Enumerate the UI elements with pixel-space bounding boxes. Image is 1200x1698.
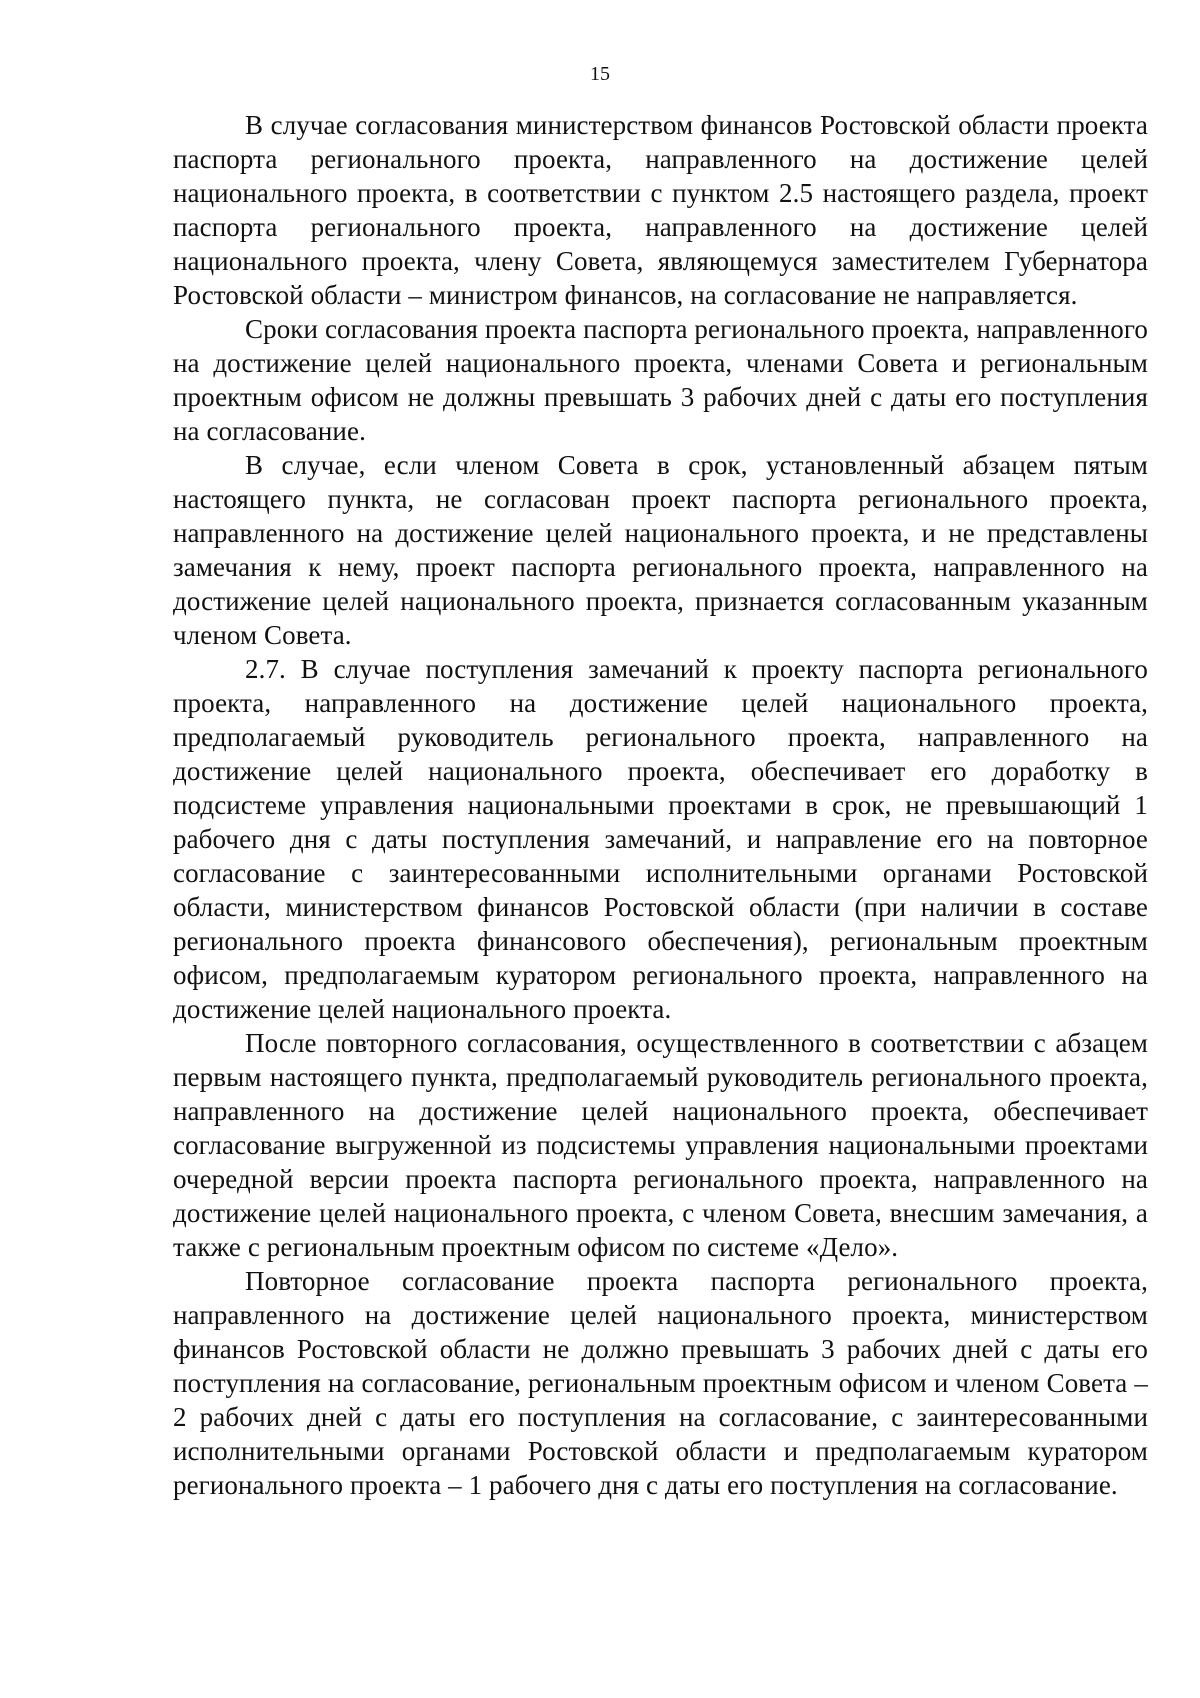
document-body (173, 108, 1148, 1502)
paragraph: В случае, если членом Совета в срок, установленный абзацем пятым настоящего пункта, не согласован проект паспорта регионального проекта, направленного на достижение целей национального проекта, и не представлены замечания к нему, проект паспорта регионального проекта, направленного на достижение целей национального проекта, признается согласованным указанным членом Совета. (173, 450, 1148, 650)
paragraph: Повторное согласование проекта паспорта регионального проекта, направленного на достижение целей национального проекта, министерством финансов Ростовской области не должно превышать 3 рабочих дней с даты его поступления на согласование, региональным проектным офисом и членом Совета – 2 рабочих дней с даты его поступления на согласование, с заинтересованными исполнительными органами Ростовской области и предполагаемым куратором регионального проекта – 1 рабочего дня с даты его поступления на согласование. (173, 1266, 1148, 1500)
paragraph: В случае согласования министерством финансов Ростовской области проекта паспорта регионального проекта, направленного на достижение целей национального проекта, в соответствии с пунктом 2.5 настоящего раздела, проект паспорта регионального проекта, направленного на достижение целей национального проекта, члену Совета, являющемуся заместителем Губернатора Ростовской области – министром финансов, на согласование не направляется. (173, 110, 1148, 310)
paragraph: 2.7. В случае поступления замечаний к проекту паспорта регионального проекта, направленного на достижение целей национального проекта, предполагаемый руководитель регионального проекта, направленного на достижение целей национального проекта, обеспечивает его доработку в подсистеме управления национальными проектами в срок, не превышающий 1 рабочего дня с даты поступления замечаний, и направление его на повторное согласование с заинтересованными исполнительными органами Ростовской области, министерством финансов Ростовской области (при наличии в составе регионального проекта финансового обеспечения), региональным проектным офисом, предполагаемым куратором регионального проекта, направленного на достижение целей национального проекта. (173, 654, 1148, 1024)
paragraph: После повторного согласования, осуществленного в соответствии с абзацем первым настоящего пункта, предполагаемый руководитель регионального проекта, направленного на достижение целей национального проекта, обеспечивает согласование выгруженной из подсистемы управления национальными проектами очередной версии проекта паспорта регионального проекта, направленного на достижение целей национального проекта, с членом Совета, внесшим замечания, а также с региональным проектным офисом по системе «Дело». (173, 1028, 1148, 1262)
paragraph: Сроки согласования проекта паспорта регионального проекта, направленного на достижение целей национального проекта, членами Совета и региональным проектным офисом не должны превышать 3 рабочих дней с даты его поступления на согласование. (173, 314, 1148, 446)
page-number: 15 (590, 63, 610, 85)
